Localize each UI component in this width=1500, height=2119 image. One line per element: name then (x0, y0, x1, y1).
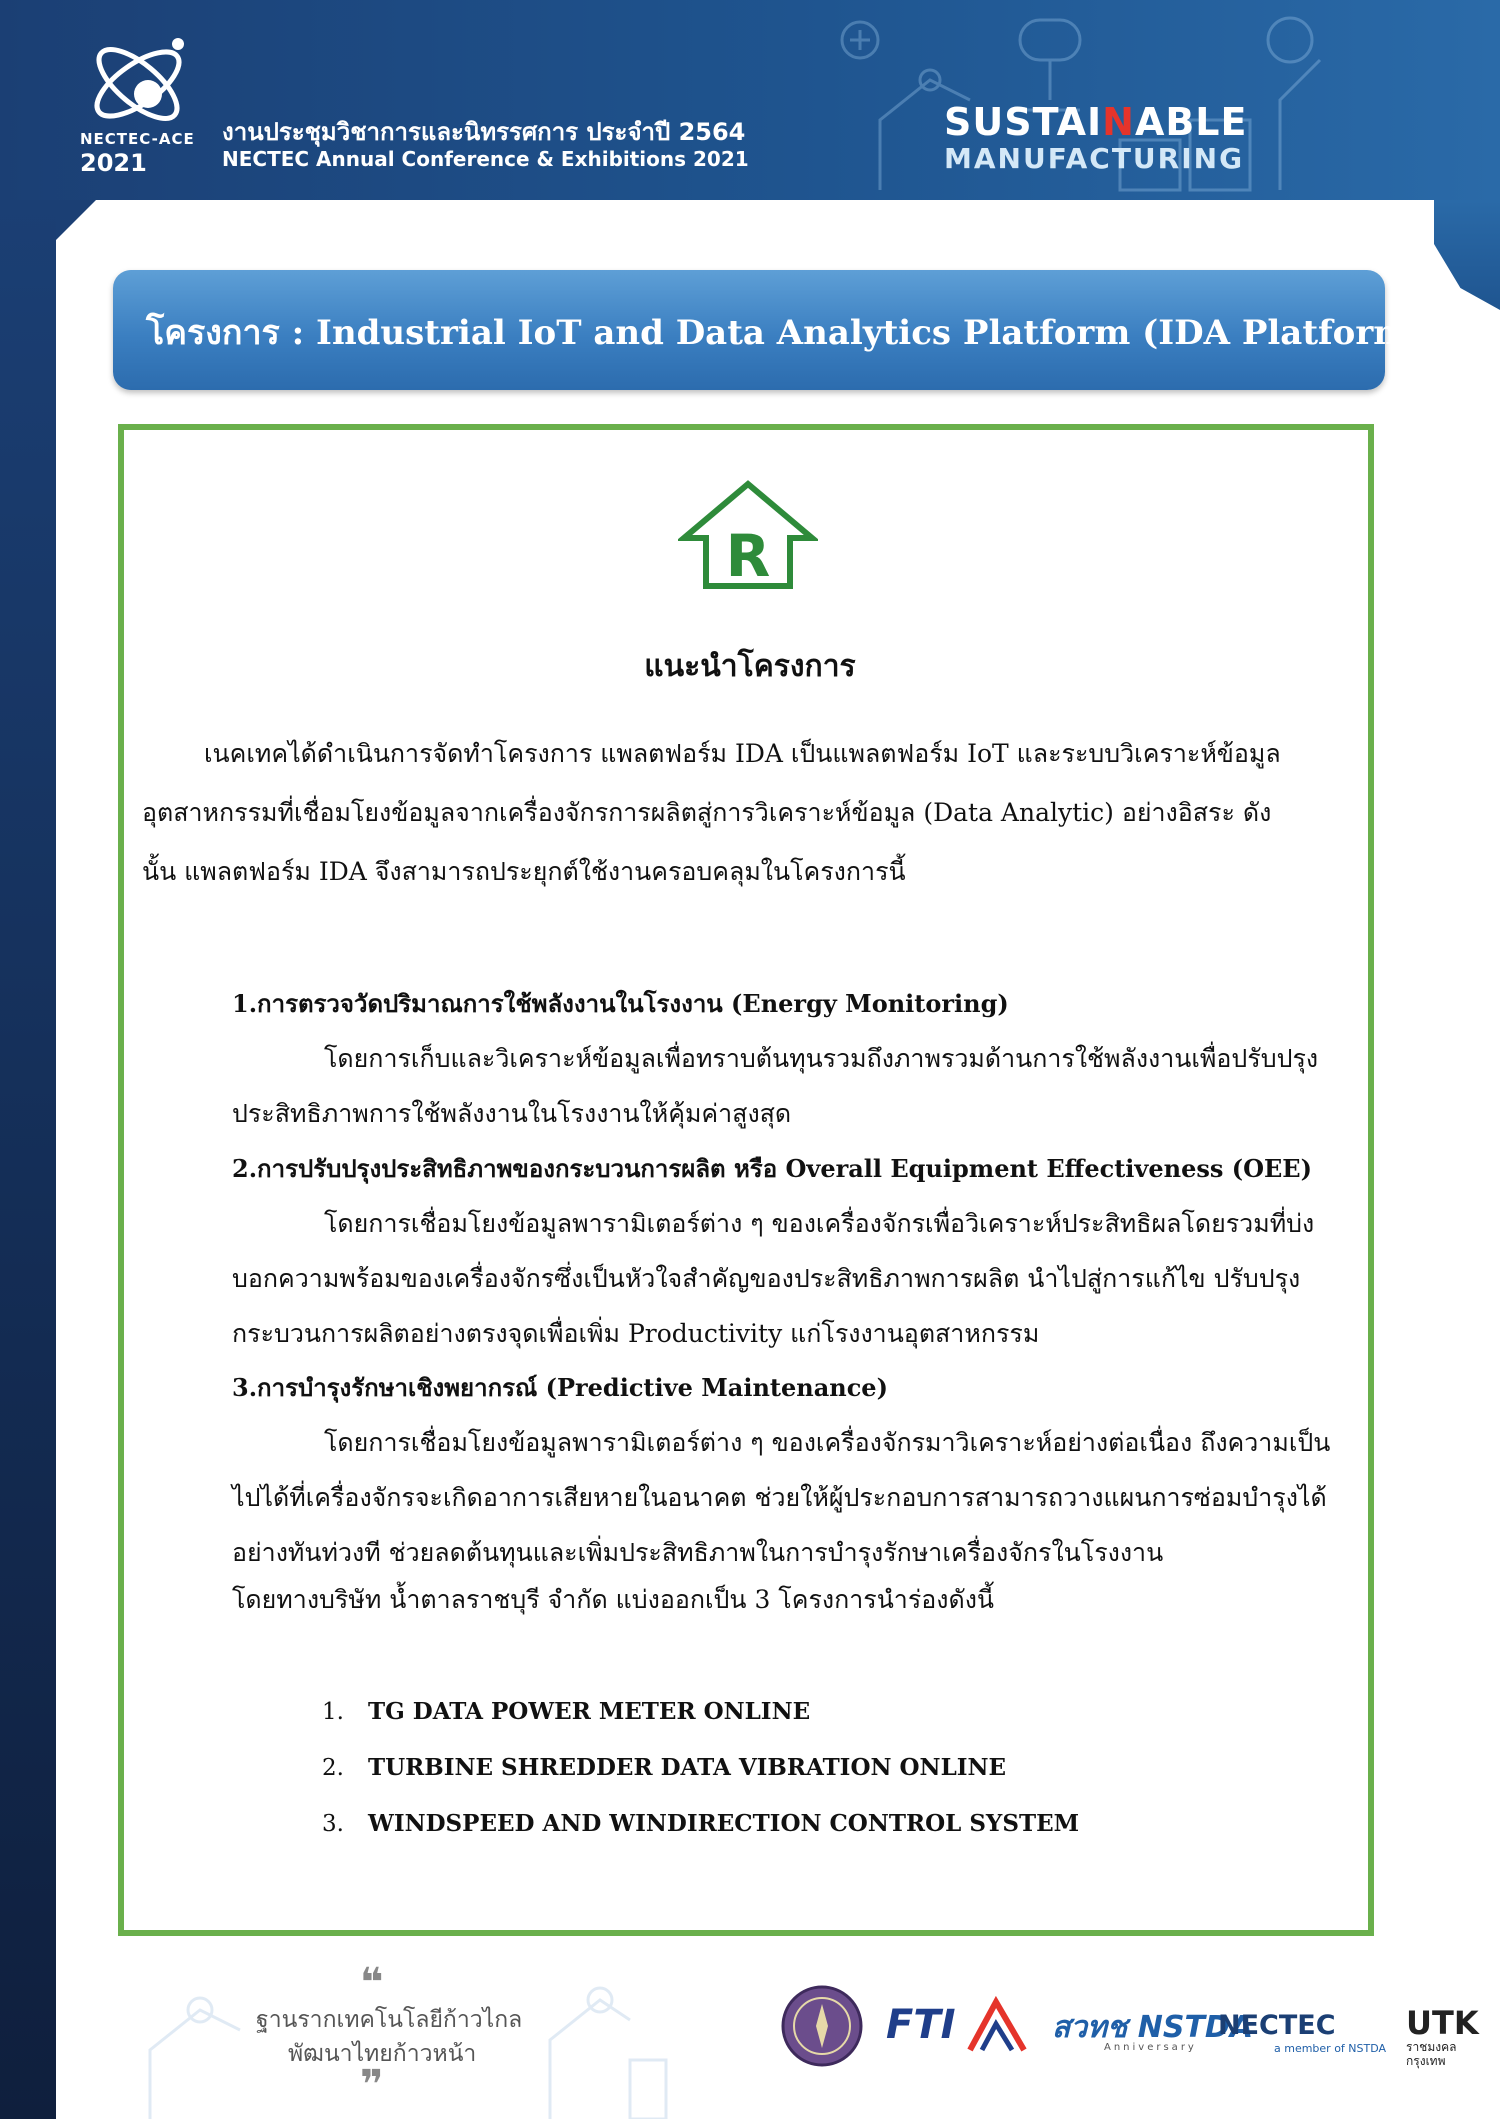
logo-caption (80, 132, 195, 175)
right-side-band (1434, 200, 1500, 310)
utk-logo: UTK (1406, 2004, 1479, 2042)
logo-letter: R (725, 522, 771, 590)
nectec-logo: NECTEC (1218, 2010, 1336, 2041)
project-title: โครงการ : Industrial IoT and Data Analytics Platform (IDA Platform) (146, 313, 1426, 353)
left-side-band (0, 200, 56, 2119)
quote-close-icon: ❞ (360, 2062, 384, 2108)
house-r-logo-icon (678, 478, 818, 592)
section-body-text: โดยการเชื่อมโยงข้อมูลพารามิเตอร์ต่าง ๆ ของเครื่องจักรเพื่อวิเคราะห์ประสิทธิผลโดยรวมที่บ่งบอกความพร้อมของเครื่องจักรซึ่งเป็นหัวใจสำคัญของประสิทธิภาพการผลิต นำไปสู่การแก้ไข ปรับปรุงกระบวนการผลิตอย่างตรงจุดเพื่อเพิ่ม Productivity แก่โรงงานอุตสาหกรรม (232, 1209, 1315, 1348)
section-body-text: โดยการเชื่อมโยงข้อมูลพารามิเตอร์ต่าง ๆ ของเครื่องจักรมาวิเคราะห์อย่างต่อเนื่อง ถึงความเป็นไปได้ที่เครื่องจักรจะเกิดอาการเสียหายในอนาคต ช่วยให้ผู้ประกอบการสามารถวางแผนการซ่อมบำรุงได้อย่างทันท่วงที ช่วยลดต้นทุนและเพิ่มประสิทธิภาพในการบำรุงรักษาเครื่องจักรในโรงงาน (232, 1428, 1331, 1567)
footer-slogan-line-1: ฐานรากเทคโนโลยีก้าวไกล (256, 2007, 523, 2033)
section-body (232, 1415, 1352, 1580)
pilot-intro-sentence: โดยทางบริษัท น้ำตาลราชบุรี จำกัด แบ่งออกเป็น 3 โครงการนำร่องดังนี้ (232, 1585, 994, 1614)
list-number: 2. (322, 1755, 344, 1781)
nectec-ace-logo-icon (78, 22, 198, 142)
section-body (232, 1196, 1352, 1361)
logo-line-2: 2021 (80, 149, 147, 177)
section-oee (232, 1141, 1352, 1361)
wordmark-part-1: SUSTAI (944, 100, 1103, 144)
list-number: 3. (322, 1811, 344, 1837)
section-predictive-maintenance (232, 1360, 1352, 1580)
wordmark-highlight: N (1102, 100, 1135, 144)
ministry-seal-icon (780, 1984, 864, 2068)
intro-heading: แนะนำโครงการ (644, 649, 856, 684)
left-band-corner (56, 200, 96, 240)
list-number: 1. (322, 1699, 344, 1725)
list-item (322, 1698, 1222, 1754)
list-label: TG DATA POWER METER ONLINE (368, 1698, 811, 1725)
section-body (232, 1031, 1352, 1141)
nstda-anniversary: Anniversary (1104, 2042, 1197, 2053)
section-body-text: โดยการเก็บและวิเคราะห์ข้อมูลเพื่อทราบต้นทุนรวมถึงภาพรวมด้านการใช้พลังงานเพื่อปรับปรุงประสิทธิภาพการใช้พลังงานในโรงงานให้คุ้มค่าสูงสุด (232, 1044, 1319, 1128)
utk-caption: ราชมงคล กรุงเทพ (1406, 2040, 1457, 2068)
fti-logo: FTI (886, 2002, 956, 2048)
section-heading: 3.การบำรุงรักษาเชิงพยากรณ์ (Predictive Maintenance) (232, 1373, 888, 1402)
conference-title-english: NECTEC Annual Conference & Exhibitions 2021 (222, 147, 749, 171)
footer-slogan-line-2: พัฒนาไทยก้าวหน้า (288, 2041, 477, 2067)
sustainable-wordmark (944, 100, 1247, 144)
nstda-logo: สวทช NSTDA (1052, 2010, 1254, 2045)
intro-paragraph-text: เนคเทคได้ดำเนินการจัดทำโครงการ แพลตฟอร์ม IDA เป็นแพลตฟอร์ม IoT และระบบวิเคราะห์ข้อมูลอุตสาหกรรมที่เชื่อมโยงข้อมูลจากเครื่องจักรการผลิตสู่การวิเคราะห์ข้อมูล (Data Analytic) อย่างอิสระ ดังนั้น แพลตฟอร์ม IDA จึงสามารถประยุกต์ใช้งานครอบคลุมในโครงการนี้ (142, 739, 1281, 886)
pilot-project-list (322, 1698, 1222, 1866)
nectec-member-tag: a member of NSTDA (1274, 2042, 1387, 2055)
intro-paragraph (142, 724, 1292, 901)
list-label: TURBINE SHREDDER DATA VIBRATION ONLINE (368, 1754, 1007, 1781)
wordmark-part-2: ABLE (1134, 100, 1248, 144)
manufacturing-wordmark: MANUFACTURING (944, 142, 1245, 175)
logo-line-1: NECTEC-ACE (80, 130, 195, 148)
header-banner (0, 0, 1500, 200)
list-item (322, 1810, 1222, 1866)
section-heading: 2.การปรับปรุงประสิทธิภาพของกระบวนการผลิต หรือ Overall Equipment Effectiveness (OEE) (232, 1154, 1312, 1183)
list-item (322, 1754, 1222, 1810)
section-heading: 1.การตรวจวัดปริมาณการใช้พลังงานในโรงงาน (Energy Monitoring) (232, 989, 1009, 1018)
conference-title-thai: งานประชุมวิชาการและนิทรรศการ ประจำปี 2564 (222, 118, 746, 146)
section-energy-monitoring (232, 976, 1352, 1141)
fti-swoosh-icon (966, 1996, 1028, 2054)
list-label: WINDSPEED AND WINDIRECTION CONTROL SYSTEM (368, 1810, 1080, 1837)
quote-open-icon: ❝ (360, 1960, 384, 2006)
